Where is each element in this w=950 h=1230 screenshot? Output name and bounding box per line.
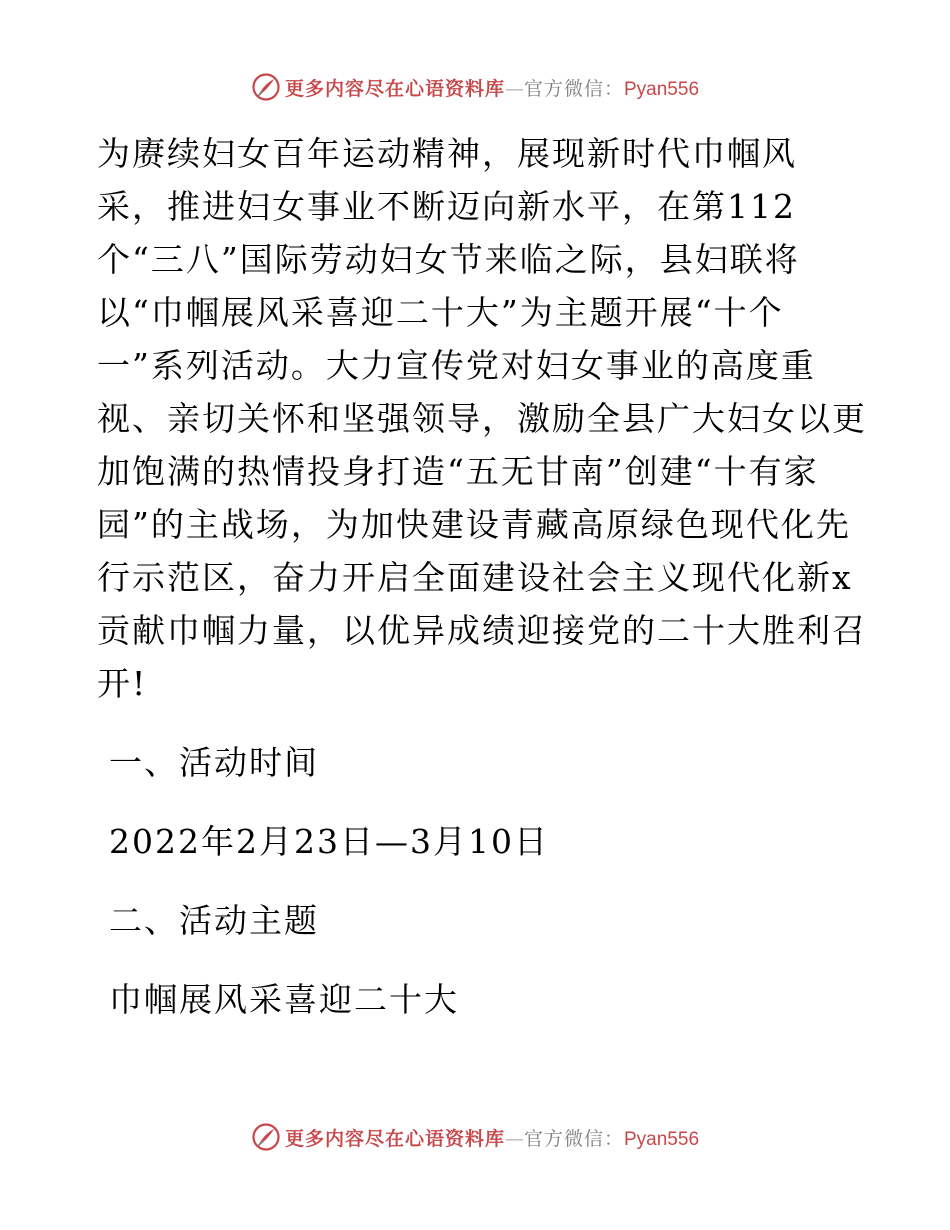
footer-banner <box>0 1124 950 1155</box>
banner-text: 更多内容尽在心语资料库 <box>284 78 505 100</box>
document-body <box>97 127 867 1026</box>
paragraph-line: 贡献巾帼力量，以优异成绩迎接党的二十大胜利召 <box>97 611 867 650</box>
paragraph-line: 以“巾帼展风采喜迎二十大”为主题开展“十个 <box>97 293 784 332</box>
quill-seal-icon <box>251 1122 281 1152</box>
section-body-theme: 巾帼展风采喜迎二十大 <box>109 980 459 1019</box>
banner-separator: — <box>504 78 524 100</box>
paragraph-line: 加饱满的热情投身打造“五无甘南”创建“十有家 <box>97 452 819 491</box>
paragraph-line: 视、亲切关怀和坚强领导，激励全县广大妇女以更 <box>97 399 867 438</box>
section-body-time: 2022年2月23日—3月10日 <box>109 822 549 861</box>
intro-paragraph <box>97 127 867 710</box>
quill-seal-icon <box>251 72 281 102</box>
header-banner <box>0 74 950 105</box>
paragraph-line: 为赓续妇女百年运动精神，展现新时代巾帼风 <box>97 134 797 173</box>
banner-wechat-label: 官方微信： <box>523 1128 624 1150</box>
banner-wechat-id: Pyan556 <box>624 79 700 100</box>
banner-separator: — <box>504 1128 524 1150</box>
banner-text: 更多内容尽在心语资料库 <box>284 1128 505 1150</box>
banner-wechat-id: Pyan556 <box>624 1129 700 1150</box>
paragraph-line: 行示范区，奋力开启全面建设社会主义现代化新x <box>97 558 853 597</box>
paragraph-line: 个“三八”国际劳动妇女节来临之际，县妇联将 <box>97 240 800 279</box>
paragraph-line: 园”的主战场，为加快建设青藏高原绿色现代化先 <box>97 505 851 544</box>
paragraph-line: 采，推进妇女事业不断迈向新水平，在第112 <box>97 187 796 226</box>
section-heading-theme: 二、活动主题 <box>109 901 319 940</box>
paragraph-line: 一”系列活动。大力宣传党对妇女事业的高度重 <box>97 346 816 385</box>
section-heading-time: 一、活动时间 <box>109 743 319 782</box>
banner-wechat-label: 官方微信： <box>523 78 624 100</box>
paragraph-line: 开! <box>97 664 148 703</box>
